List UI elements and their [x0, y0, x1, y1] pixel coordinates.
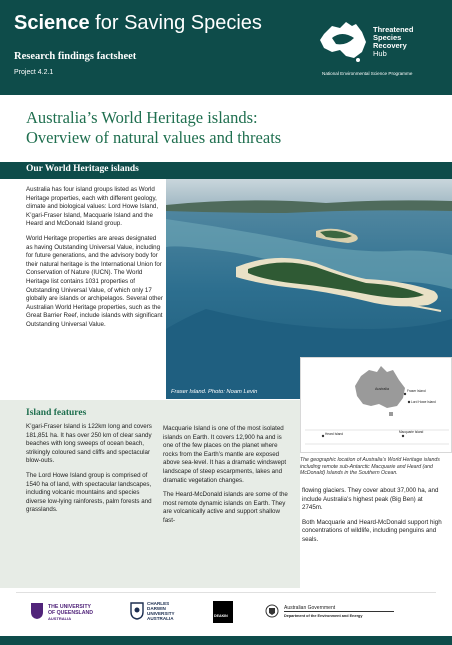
gov-line-1: Australian Government [284, 605, 336, 611]
deakin-logo [212, 598, 236, 626]
project-number: Project 4.2.1 [14, 69, 54, 76]
logo-line-1: Threatened [373, 25, 414, 34]
uq-crest-icon [30, 602, 44, 620]
heard-mcdonald-continued: flowing glaciers. They cover about 37,000 ha, and include Australia’s highest peak (Big Ben) at 2745m. [302, 487, 439, 512]
uq-wordmark [48, 604, 93, 622]
uq-line-1: THE UNIVERSITY [48, 604, 91, 610]
document-title-line-2: Overview of natural values and threats [26, 128, 282, 147]
intro-text [26, 186, 164, 336]
location-map [300, 357, 452, 453]
logo-line-2: Species [373, 33, 402, 42]
features-column-2 [163, 425, 291, 532]
macquarie-paragraph: Macquarie Island is one of the most isolated islands on Earth. It covers 12,900 ha and is one of the few places on the planet where rocks from the Earth’s mantle are exposed above sea-level. It has a dramatic windswept landscape of steep escarpments, lakes and dramatic vegetation changes. [163, 425, 287, 484]
factsheet-subtitle: Research findings factsheet [14, 51, 137, 62]
deakin-wordmark: DEAKIN [214, 614, 228, 618]
features-column-3 [302, 487, 442, 551]
tsr-hub-wordmark [373, 26, 413, 58]
map-label-australia: Australia [375, 387, 389, 391]
gov-divider [284, 611, 394, 612]
cdu-line-1: CHARLES [147, 601, 170, 606]
heard-mcdonald-paragraph: The Heard-McDonald islands are some of the most remote dynamic islands on Earth. They are volcanically active and support shallow fast- [163, 491, 288, 524]
uq-logo [30, 598, 110, 626]
features-column-1 [26, 423, 154, 521]
coat-of-arms-icon [264, 603, 280, 619]
cdu-shield-icon [130, 602, 144, 620]
document-title-line-1: Australia’s World Heritage islands: [26, 108, 258, 127]
deakin-crest-icon [212, 600, 234, 624]
series-title [14, 12, 262, 35]
australian-government-logo [264, 598, 394, 626]
document-title [26, 108, 281, 148]
footer-divider [16, 592, 436, 593]
map-label-lord-howe: Lord Howe Island [411, 400, 436, 404]
gov-line-2: Department of the Environment and Energy [284, 614, 363, 618]
series-title-bold: Science [14, 12, 90, 34]
cdu-line-2: DARWIN [147, 606, 166, 611]
series-title-rest: for Saving Species [89, 12, 262, 34]
section-heading: Our World Heritage islands [26, 164, 139, 174]
logo-line-3: Recovery [373, 41, 407, 50]
fraser-paragraph: K’gari-Fraser Island is 122km long and covers 181,851 ha. It has over 250 km of clear sandy beaches with long sweeps of ocean beach, strikingly coloured sand cliffs and spectacular blow-outs. [26, 423, 152, 465]
intro-paragraph-2: World Heritage properties are areas designated as having Outstanding Universal Value, including for future generations, and the advisory body for their natural heritage is the International Union for Conservation of Nature (IUCN). The World Heritage list contains 1031 properties of Outstanding Universal Value, of which only 17 globally are islands or archipelagos. Several other Australian World Heritage properties, such as the Great Barrier Reef, include islands with significant Outstanding Universal Value. [26, 234, 163, 328]
uq-line-3: AUSTRALIA [48, 616, 72, 621]
wildlife-paragraph: Both Macquarie and Heard-McDonald support high concentrations of wildlife, including penguins and seals. [302, 518, 442, 543]
map-label-macquarie: Macquarie Island [399, 430, 424, 434]
map-label-fraser: Fraser Island [407, 389, 426, 393]
footer-strip [0, 636, 452, 645]
header-banner [0, 0, 452, 95]
cdu-line-4: AUSTRALIA [147, 616, 174, 621]
intro-paragraph-1: Australia has four island groups listed as World Heritage properties, each with different geology, climate and biological values: Lord Howe Island, K’gari-Fraser Island, Macquarie Island and the Heard and McDonald Island group. [26, 186, 159, 228]
lord-howe-paragraph: The Lord Howe Island group is comprised of 1540 ha of land, with spectacular landscapes, including volcanic mountains and species diverse low-lying rainforests, palm forests and grasslands. [26, 471, 152, 514]
logo-line-4: Hub [373, 49, 387, 58]
program-name: National Environmental Science Programme [322, 71, 413, 76]
map-label-heard: Heard Island [325, 432, 344, 436]
cdu-logo [130, 598, 200, 626]
cdu-line-3: UNIVERSITY [147, 611, 175, 616]
cdu-wordmark [147, 601, 175, 621]
australia-map-image [301, 358, 452, 454]
photo-caption: Fraser Island. Photo: Noam Levin [171, 389, 258, 395]
map-caption: The geographic location of Australia’s World Heritage islands including remote sub-Antarctic Macquarie and Heard (and McDonald) Islands in the Southern Ocean. [300, 457, 440, 477]
section-band [0, 162, 452, 179]
features-heading: Island features [26, 408, 87, 418]
australia-outline-icon [318, 20, 370, 62]
uq-line-2: OF QUEENSLAND [48, 610, 93, 616]
